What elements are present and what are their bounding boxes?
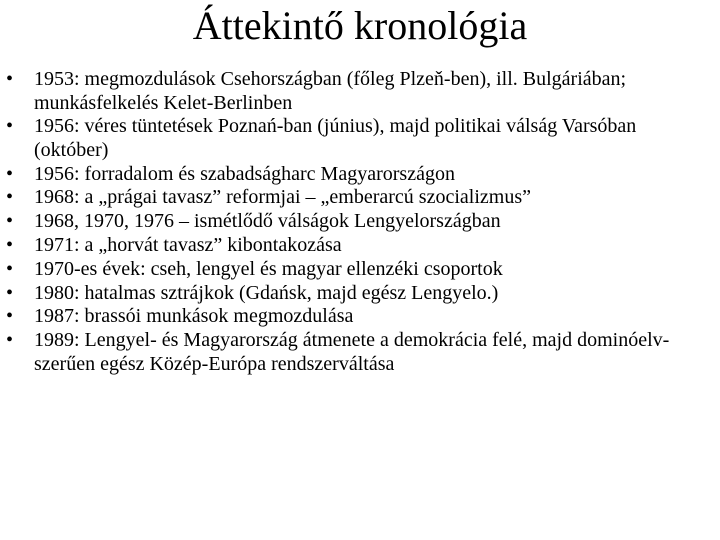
bullet-dot-icon: • (6, 115, 14, 138)
bullet-item (0, 329, 690, 376)
bullet-item (0, 68, 690, 115)
bullet-item (0, 305, 690, 329)
bullet-item (0, 210, 690, 234)
bullet-dot-icon: • (6, 329, 14, 352)
bullet-list (0, 68, 690, 376)
bullet-dot-icon: • (6, 257, 14, 280)
bullet-item (0, 115, 690, 162)
bullet-dot-icon: • (6, 305, 14, 328)
bullet-dot-icon: • (6, 281, 14, 304)
bullet-text: 1968: a „prágai tavasz” reformjai – „emberarcú szocializmus” (34, 186, 531, 209)
bullet-text: 1956: forradalom és szabadságharc Magyarországon (34, 162, 455, 185)
bullet-text: 1980: hatalmas sztrájkok (Gdańsk, majd egész Lengyelo.) (34, 281, 499, 304)
bullet-item (0, 258, 690, 282)
bullet-text: 1971: a „horvát tavasz” kibontakozása (34, 233, 342, 256)
bullet-text: 1970-es évek: cseh, lengyel és magyar ellenzéki csoportok (34, 257, 503, 280)
bullet-text: 1987: brassói munkások megmozdulása (34, 305, 354, 328)
bullet-dot-icon: • (6, 68, 14, 90)
bullet-text: 1953: megmozdulások Csehországban (főleg Plzeň-ben), ill. Bulgáriában; munkásfelkelés Kelet-Berlinben (34, 68, 627, 114)
bullet-item (0, 234, 690, 258)
bullet-text: 1956: véres tüntetések Poznań-ban (június), majd politikai válság Varsóban (október) (34, 115, 637, 161)
bullet-dot-icon: • (6, 210, 14, 233)
bullet-dot-icon: • (6, 162, 14, 185)
bullet-dot-icon: • (6, 186, 14, 209)
bullet-item (0, 186, 690, 210)
slide-title: Áttekintő kronológia (192, 3, 528, 48)
bullet-item (0, 163, 690, 187)
bullet-dot-icon: • (6, 233, 14, 256)
bullet-text: 1989: Lengyel- és Magyarország átmenete a demokrácia felé, majd dominóelv-szerűen egész Közép-Európa rendszerváltása (34, 329, 670, 375)
bullet-text: 1968, 1970, 1976 – ismétlődő válságok Lengyelországban (34, 210, 501, 233)
bullet-item (0, 282, 690, 306)
